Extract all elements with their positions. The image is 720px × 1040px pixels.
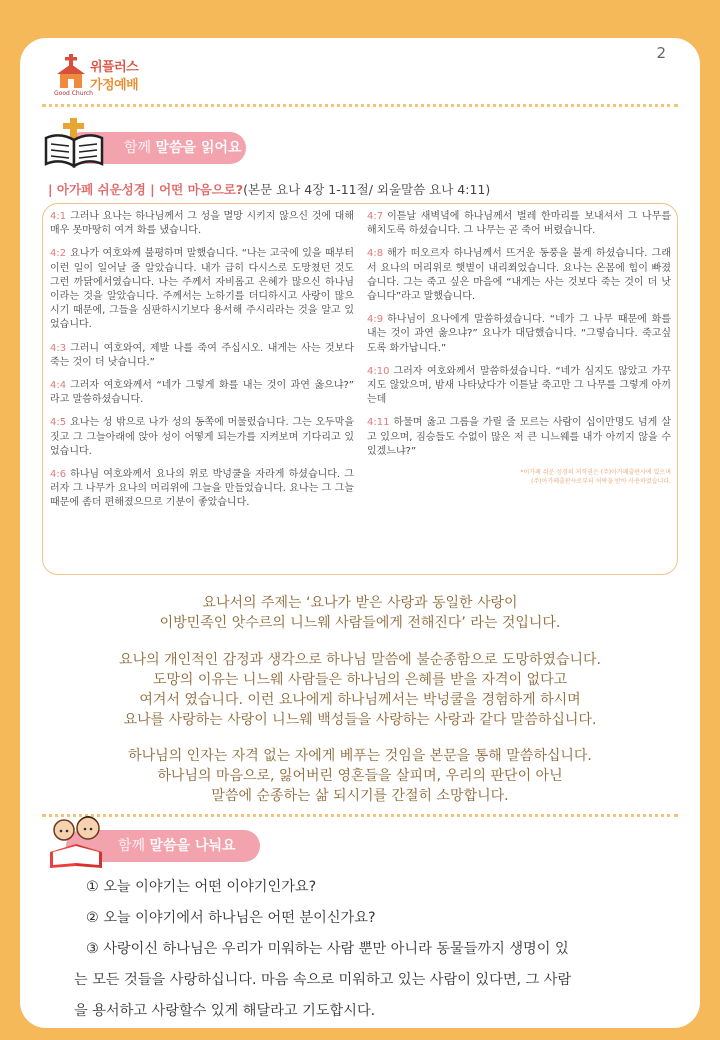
- reflection-line: 하나님의 마음으로, 잃어버린 영혼들을 살피며, 우리의 판단이 아닌: [157, 768, 563, 784]
- verse-text: 그러나 요나는 하나님께서 그 성을 멸망 시키지 않으신 것에 대해 매우 못마땅히 여겨 화를 냈습니다.: [50, 211, 354, 237]
- reflection-paragraph: [42, 746, 678, 806]
- verse-text: 하나님이 요나에게 말씀하셨습니다. “네가 그 나무 때문에 화를 내는 것이 과연 옳으냐?” 요나가 대답했습니다. “그렇습니다. 죽고싶도록 화가납니다.”: [367, 314, 671, 354]
- verse-text: 요나는 성 밖으로 나가 성의 동쪽에 머물렀습니다. 그는 오두막을 짓고 그 그늘아래에 앉아 성이 어떻게 되는가를 지켜보며 기다리고 있었습니다.: [50, 417, 354, 457]
- verse-text: 해가 떠오르자 하나님께서 뜨거운 동풍을 불게 하셨습니다. 그래서 요나의 머리위로 햇볕이 내리쬐었습니다. 요나는 온몸에 힘이 빠졌습니다. 그는 죽고 싶은 마음에 “내게는 사는 것보다 죽는 것이 더 낫습니다”라고 말했습니다.: [367, 248, 671, 303]
- verse-text: 그러자 여호와께서 말씀하셨습니다. “네가 심지도 않았고 가꾸지도 않았으며, 밤새 나타났다가 이튿날 죽고만 그 나무를 그렇게 아끼는데: [367, 365, 671, 406]
- verse: [50, 342, 354, 370]
- copyright-line: *이가페 쉬운 성경의 저작권은 (주)아가페출판사에 있으며: [520, 469, 671, 477]
- logo-subtitle: Good Church: [54, 90, 93, 97]
- verse-text: 그러니 여호와여, 제발 나를 죽여 주십시오. 내게는 사는 것보다 죽는 것이 더 낫습니다.”: [50, 342, 354, 368]
- verse-text: 이튿날 새벽녘에 하나님께서 벌레 한마리를 보내셔서 그 나무를 해치도록 하셨습니다. 그 나무는 곧 죽어 버렸습니다.: [367, 211, 671, 237]
- discussion-questions: [74, 872, 656, 1027]
- passage-subtitle-highlight: | 아가페 쉬운성경 | 어떤 마음으로?: [48, 182, 244, 197]
- divider: [42, 814, 678, 817]
- reflection-paragraph: [42, 593, 678, 633]
- reflection-line: 하나님의 인자는 자격 없는 자에게 베푸는 것임을 본문을 통해 말씀하십니다.: [128, 748, 592, 764]
- reflection-line: 도망의 이유는 니느웨 사람들은 하나님의 은혜를 받을 자격이 없다고: [152, 672, 568, 688]
- verse-number: 4:11: [367, 417, 390, 429]
- family-reading-icon: [42, 808, 112, 870]
- question-line: ③ 사랑이신 하나님은 우리가 미워하는 사람 뿐만 아니라 동물들까지 생명이 있: [86, 941, 569, 957]
- copyright-line: (주)아가페출판사로부터 허락을 받아 사용하였습니다.: [531, 478, 671, 486]
- reflection-paragraph: [42, 650, 678, 730]
- verse: [50, 468, 354, 511]
- verse-number: 4:5: [50, 417, 67, 429]
- section-share-title: 말씀을 나눠요: [149, 838, 236, 854]
- copyright-note: [367, 468, 671, 486]
- page-number: 2: [656, 44, 666, 62]
- question-line: ① 오늘 이야기는 어떤 이야기인가요?: [86, 879, 317, 895]
- logo: [54, 52, 174, 102]
- verse-text: 그러자 여호와께서 “네가 그렇게 화를 내는 것이 과연 옳으냐?” 라고 말씀하셨습니다.: [50, 380, 354, 406]
- verse-number: 4:9: [367, 314, 384, 326]
- reflection-line: 여겨서 였습니다. 이런 요나에게 하나님께서는 박넝쿨을 경험하게 하시며: [139, 692, 581, 708]
- section-read-title: 말씀을 읽어요: [155, 140, 242, 156]
- verse-number: 4:7: [367, 211, 384, 222]
- question-line: 는 모든 것들을 사랑하십니다. 마음 속으로 미워하고 있는 사람이 있다면, 그 사람: [74, 972, 572, 988]
- verse-number: 4:10: [367, 365, 390, 377]
- verse: [367, 365, 671, 408]
- verse: [50, 379, 354, 407]
- question-line: ② 오늘 이야기에서 하나님은 어떤 분이신가요?: [86, 910, 376, 926]
- verse-number: 4:1: [50, 211, 67, 222]
- section-read-prefix: 함께: [124, 140, 156, 156]
- reflection-line: 요나의 개인적인 감정과 생각으로 하나님 말씀에 불순종함으로 도망하였습니다.: [119, 652, 601, 668]
- bible-passage-box: [42, 203, 678, 575]
- verse-text: 요나가 여호와께 불평하며 말했습니다. “나는 고국에 있을 때부터 이런 일이 일어날 줄 알았습니다. 내가 급히 다시스로 도망쳤던 것도 그런 까닭에서였습니다. 나는 주께서 자비롭고 은혜가 많으신 하나님이라는 것을 알았습니다. 주께서는 노하기를 더디하시고 사랑이 많으시기 때문에, 그들을 심판하시기보다 용서해 주시리라는 것을 알고 있었습니다.: [50, 248, 354, 331]
- church-icon: [54, 54, 88, 90]
- passage-subtitle: [48, 180, 490, 198]
- logo-title-line2: 가정예배: [90, 78, 139, 93]
- verse: [367, 210, 671, 238]
- verse: [50, 247, 354, 332]
- logo-title-line1: 위플러스: [90, 60, 139, 75]
- verse: [50, 416, 354, 459]
- question-line: 을 용서하고 사랑할수 있게 해달라고 기도합시다.: [74, 1003, 376, 1019]
- verse-number: 4:4: [50, 380, 67, 392]
- bible-book-icon: [42, 118, 108, 170]
- verse: [367, 247, 671, 304]
- passage-column-right: [367, 210, 671, 486]
- verse-number: 4:6: [50, 469, 67, 481]
- verse: [50, 210, 354, 238]
- verse-text: 하물며 옳고 그름을 가릴 줄 모르는 사람이 십이만명도 넘게 살고 있으며, 짐승들도 수없이 많은 저 큰 니느웨를 내가 아끼지 않을 수 있겠느냐?”: [367, 417, 671, 457]
- reflection-line: 말씀에 순종하는 삶 되시기를 간절히 소망합니다.: [211, 788, 509, 804]
- reflection-line: 요나를 사랑하는 사랑이 니느웨 백성들을 사랑하는 사랑과 같다 말씀하십니다.: [123, 712, 597, 728]
- verse-text: 하나님 여호와께서 요나의 위로 박넝쿨을 자라게 하셨습니다. 그러자 그 나무가 요나의 머리위에 그늘을 만들었습니다. 요나는 그 그늘 때문에 좀더 편해졌으므로 기분이 좋았습니다.: [50, 469, 354, 509]
- passage-column-left: [50, 210, 354, 520]
- verse: [367, 416, 671, 459]
- reflection-line: 이방민족인 앗수르의 니느웨 사람들에게 전해진다’ 라는 것입니다.: [159, 615, 561, 631]
- verse-number: 4:8: [367, 248, 384, 260]
- divider: [42, 104, 678, 107]
- verse-number: 4:3: [50, 342, 67, 354]
- section-share-prefix: 함께: [118, 838, 150, 854]
- worksheet-page: [20, 38, 700, 1028]
- reflection-line: 요나서의 주제는 ‘요나가 받은 사랑과 동일한 사랑이: [202, 595, 518, 611]
- verse-number: 4:2: [50, 248, 67, 260]
- verse: [367, 313, 671, 356]
- passage-reference: (본문 요나 4장 1-11절/ 외울말씀 요나 4:11): [243, 182, 491, 197]
